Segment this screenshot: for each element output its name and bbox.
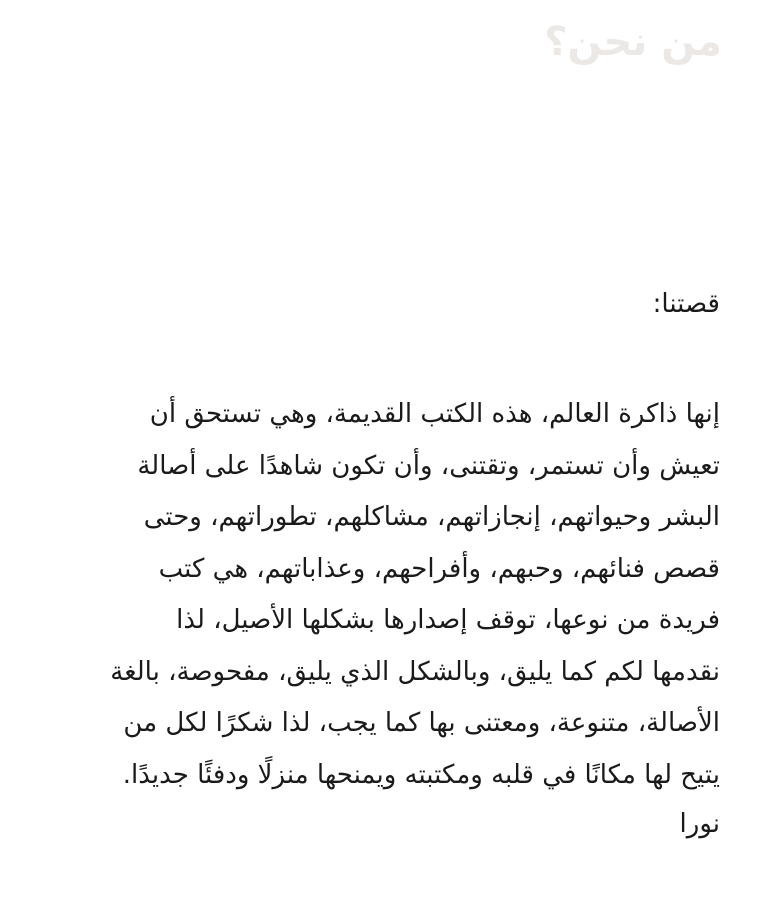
story-line: تعيش وأن تستمر، وتقتنى، وأن تكون شاهدًا على أصالة [137, 450, 720, 481]
story-line: إنها ذاكرة العالم، هذه الكتب القديمة، وهي تستحق أن [149, 399, 720, 429]
story-line: نقدمها لكم كما يليق، وبالشكل الذي يليق، مفحوصة، بالغة [110, 656, 720, 687]
story-line: قصص فنائهم، وحبهم، وأفراحهم، وعذاباتهم، هي كتب [158, 553, 720, 584]
story-line: يتيح لها مكانًا في قلبه ومكتبته ويمنحها منزلًا ودفئًا جديدًا. [122, 759, 720, 790]
story-line: البشر وحيواتهم، إنجازاتهم، مشاكلهم، تطوراتهم، وحتى [143, 502, 720, 532]
story-label: قصتنا: [652, 289, 720, 319]
signature: نورا [679, 809, 720, 839]
story-paragraph [30, 389, 720, 801]
story-line: فريدة من نوعها، توقف إصدارها بشكلها الأصيل، لذا [176, 605, 720, 635]
page-title: من نحن؟ [544, 19, 722, 65]
story-line: الأصالة، متنوعة، ومعتنى بها كما يجب، لذا شكرًا لكل من [123, 708, 720, 738]
